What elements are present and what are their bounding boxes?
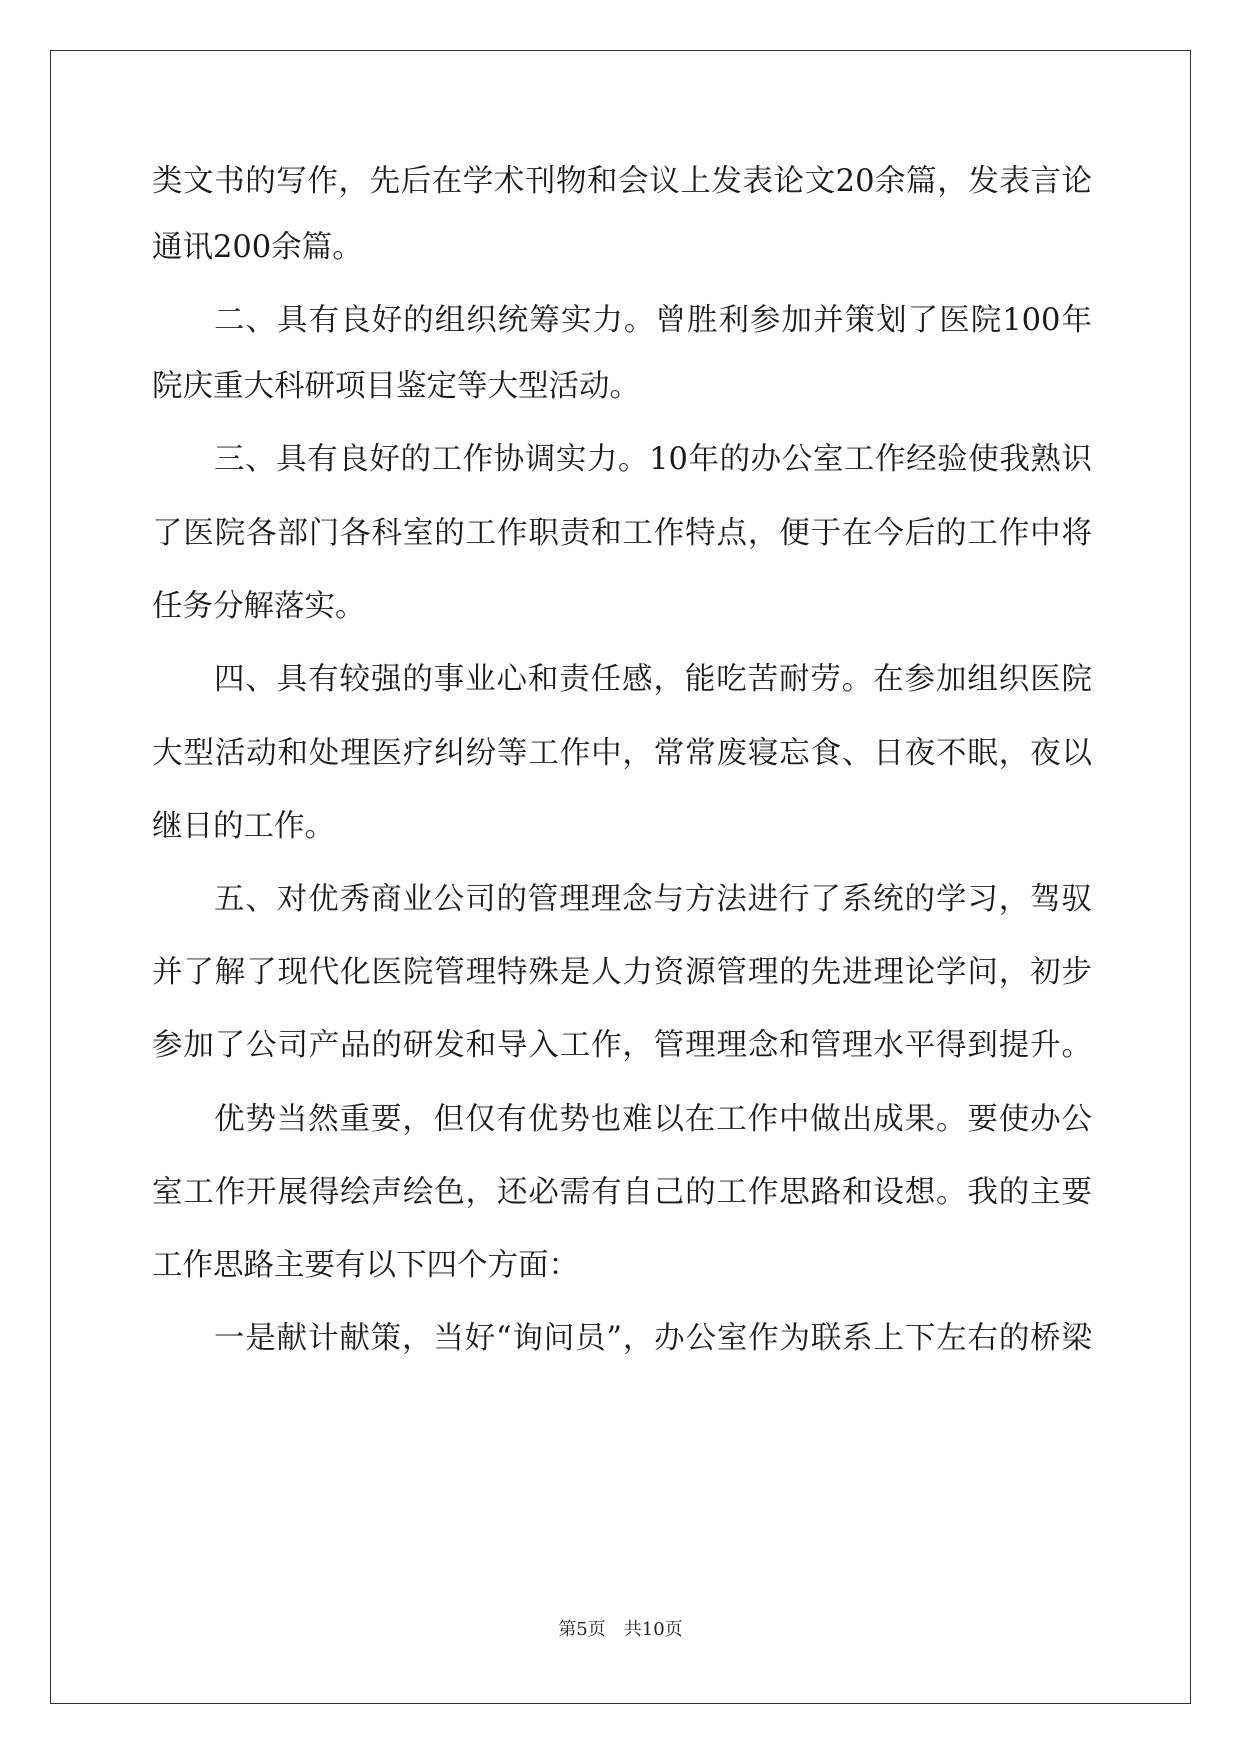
text-line: 通讯200余篇。 bbox=[152, 230, 363, 265]
text-line: 参加了公司产品的研发和导入工作，管理理念和管理水平得到提升。 bbox=[152, 1028, 1092, 1063]
text-line: 室工作开展得绘声绘色，还必需有自己的工作思路和设想。我的主要 bbox=[152, 1175, 1092, 1210]
text-line: 一是献计献策，当好“询问员”，办公室作为联系上下左右的桥梁 bbox=[214, 1321, 1092, 1356]
text-line: 优势当然重要，但仅有优势也难以在工作中做出成果。要使办公 bbox=[214, 1102, 1092, 1137]
text-line: 任务分解落实。 bbox=[152, 589, 366, 624]
text-line: 类文书的写作，先后在学术刊物和会议上发表论文20余篇，发表言论 bbox=[152, 164, 1092, 199]
text-line: 了医院各部门各科室的工作职责和工作特点，便于在今后的工作中将 bbox=[152, 516, 1092, 551]
text-line: 院庆重大科研项目鉴定等大型活动。 bbox=[152, 369, 640, 404]
text-line: 五、对优秀商业公司的管理理念与方法进行了系统的学习，驾驭 bbox=[214, 882, 1092, 917]
text-line: 继日的工作。 bbox=[152, 809, 335, 844]
text-line: 并了解了现代化医院管理特殊是人力资源管理的先进理论学问，初步 bbox=[152, 955, 1092, 990]
text-line: 大型活动和处理医疗纠纷等工作中，常常废寝忘食、日夜不眠，夜以 bbox=[152, 736, 1092, 771]
page-number-footer: 第5页 共10页 bbox=[558, 1619, 683, 1640]
text-line: 三、具有良好的工作协调实力。10年的办公室工作经验使我熟识 bbox=[214, 442, 1092, 477]
text-line: 二、具有良好的组织统筹实力。曾胜利参加并策划了医院100年 bbox=[214, 303, 1092, 338]
text-line: 工作思路主要有以下四个方面： bbox=[152, 1248, 579, 1283]
text-line: 四、具有较强的事业心和责任感，能吃苦耐劳。在参加组织医院 bbox=[214, 662, 1092, 697]
page-border bbox=[50, 50, 1191, 1704]
